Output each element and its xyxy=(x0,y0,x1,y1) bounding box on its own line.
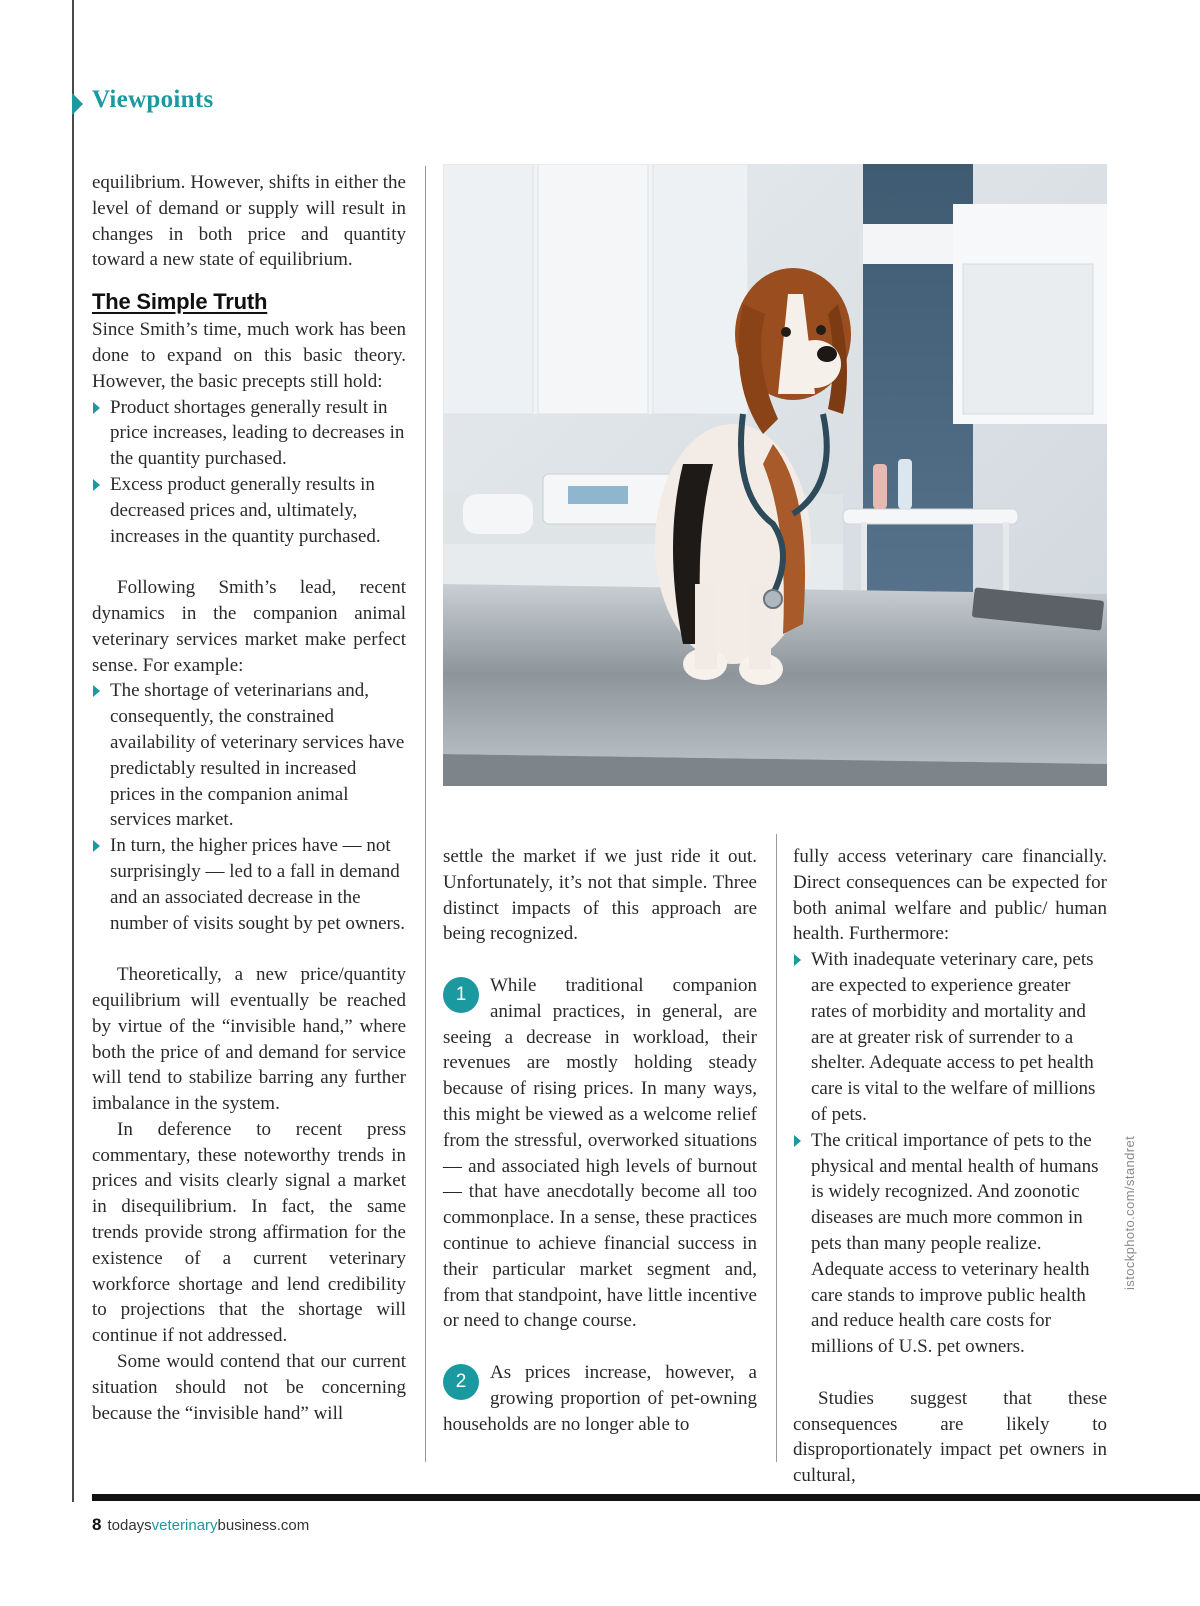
list-item: The critical importance of pets to the physical and mental health of humans is widely recognized. And zoonotic diseases are much more common in pets than many people realize. Adequate access to veterinary health care stands to improve public health and reduce health care costs for millions of U.S. pet owners. xyxy=(793,1128,1107,1360)
paragraph: equilibrium. However, shifts in either the level of demand or supply will result in changes in both price and quantity toward a new state of equilibrium. xyxy=(92,172,406,271)
list-item: The shortage of veterinarians and, consequently, the constrained availability of veterinary services have predictably resulted in increased prices in the companion animal services market. xyxy=(92,678,406,833)
list-item: Product shortages generally result in price increases, leading to decreases in the quantity purchased. xyxy=(92,395,406,472)
number-badge: 1 xyxy=(443,977,479,1013)
section-heading: The Simple Truth xyxy=(92,289,268,315)
paragraph: Some would contend that our current situation should not be concerning because the “invisible hand” will xyxy=(92,1351,406,1424)
list-item: With inadequate veterinary care, pets are expected to experience greater rates of morbidity and mortality and are at greater risk of surrender to a shelter. Adequate access to pet health care is vital to the welfare of millions of pets. xyxy=(793,947,1107,1128)
column-3 xyxy=(793,844,1107,1489)
site-suffix: business.com xyxy=(217,1517,310,1534)
numbered-paragraph-2 xyxy=(443,1360,757,1437)
beagle-photo xyxy=(443,164,1107,786)
paragraph: settle the market if we just ride it out. Unfortunately, it’s not that simple. Three distinct impacts of this approach are being recognized. xyxy=(443,846,757,945)
footer-rule xyxy=(92,1494,1200,1501)
paragraph: Since Smith’s time, much work has been done to expand on this basic theory. However, the basic precepts still hold: xyxy=(92,319,406,392)
number-badge: 2 xyxy=(443,1364,479,1400)
section-arrow-icon xyxy=(72,93,83,115)
column-divider xyxy=(425,166,426,1462)
section-title: Viewpoints xyxy=(92,86,214,113)
site-prefix: todays xyxy=(107,1517,152,1534)
site-accent: veterinary xyxy=(151,1517,218,1534)
paragraph: fully access veterinary care financially. Direct consequences can be expected for both animal welfare and public/ human health. Furthermore: xyxy=(793,846,1107,945)
column-2 xyxy=(443,844,757,1437)
photo-credit: istockphoto.com/standret xyxy=(1122,1135,1137,1290)
paragraph: Following Smith’s lead, recent dynamics in the companion animal veterinary services market make perfect sense. For example: xyxy=(92,577,406,676)
paragraph: Theoretically, a new price/quantity equilibrium will eventually be reached by virtue of the “invisible hand,” where both the price of and demand for service will tend to stabilize barring any further imbalance in the system. xyxy=(92,964,406,1115)
list-item: In turn, the higher prices have — not surprisingly — led to a fall in demand and an associated decrease in the number of visits sought by pet owners. xyxy=(92,833,406,936)
bullet-list xyxy=(92,678,406,936)
numbered-paragraph-1 xyxy=(443,973,757,1334)
list-item: Excess product generally results in decreased prices and, ultimately, increases in the quantity purchased. xyxy=(92,472,406,549)
numbered-text: As prices increase, however, a growing proportion of pet-owning households are no longer able to xyxy=(443,1361,757,1435)
numbered-text: While traditional companion animal practices, in general, are seeing a decrease in workload, their revenues are mostly holding steady because of rising prices. In many ways, this might be viewed as a welcome relief from the stressful, overworked situations — and associated high levels of burnout — that have anecdotally become all too commonplace. In a sense, these practices continue to achieve financial success in their particular market segment and, from that standpoint, have little incentive or need to change course. xyxy=(443,974,757,1332)
column-divider xyxy=(776,834,777,1462)
paragraph: Studies suggest that these consequences are likely to disproportionately impact pet owners in cultural, xyxy=(793,1387,1107,1487)
bullet-list xyxy=(793,947,1107,1360)
left-margin-rule xyxy=(72,0,74,1502)
page-number: 8 xyxy=(92,1515,102,1534)
paragraph: In deference to recent press commentary, these noteworthy trends in prices and visits clearly signal a market in disequilibrium. In fact, the same trends provide strong affirmation for the existence of a current veterinary workforce shortage and lend credibility to projections that the shortage will continue if not addressed. xyxy=(92,1118,406,1347)
bullet-list xyxy=(92,395,406,550)
footer xyxy=(92,1515,309,1535)
column-1 xyxy=(92,170,406,1426)
